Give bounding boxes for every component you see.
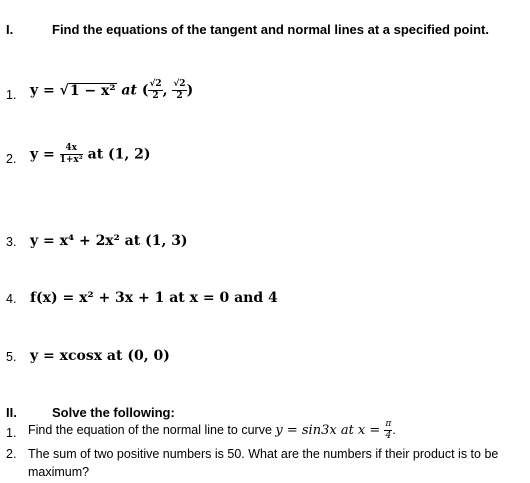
x-fraction-numerator: √2 — [149, 79, 162, 89]
y-fraction-denominator: 2 — [176, 91, 183, 101]
solve-1-prose: Find the equation of the normal line to curve — [28, 422, 276, 437]
section-2-number: II. — [6, 405, 17, 420]
solve-1-period: . — [392, 422, 396, 437]
problem-1-number: 1. — [6, 88, 17, 102]
section-1-number: I. — [6, 22, 14, 37]
problem-1-open-paren: ( — [141, 82, 149, 99]
radical-sign: √ — [59, 82, 69, 99]
x-fraction-denominator: 2 — [152, 91, 159, 101]
solve-1-text — [28, 420, 396, 441]
problem-1-comma: , — [162, 82, 173, 99]
problem-5-number: 5. — [6, 350, 17, 364]
solve-1-math: y = sin3x at x = — [275, 422, 385, 438]
problem-5-equation: y = xcosx at (0, 0) — [30, 348, 170, 364]
solve-1-number: 1. — [6, 426, 17, 440]
solve-2-line-1: The sum of two positive numbers is 50. What are the numbers if their product is to be — [28, 447, 499, 461]
solve-2-line-2: maximum? — [28, 465, 90, 479]
problem-1-x-fraction — [148, 80, 162, 101]
problem-2-fraction — [60, 144, 83, 165]
fraction-denominator: 1+x² — [59, 155, 83, 165]
solve-2-number: 2. — [6, 447, 17, 461]
problem-1-radicand: 1 − x² — [69, 82, 116, 99]
problem-2-number: 2. — [6, 152, 17, 166]
problem-2-lhs: y = — [30, 146, 60, 163]
section-2-title: Solve the following: — [52, 405, 175, 420]
solve-1-fraction-denominator: 4 — [385, 431, 392, 441]
problem-1-y-fraction — [172, 80, 186, 101]
problem-2-equation — [30, 144, 151, 165]
problem-2-point: at (1, 2) — [82, 146, 151, 163]
problem-1-at: at — [116, 82, 142, 99]
y-fraction-numerator: √2 — [173, 79, 186, 89]
solve-1-fraction-numerator: π — [385, 419, 392, 429]
problem-4-number: 4. — [6, 292, 17, 306]
fraction-numerator: 4x — [60, 144, 83, 155]
problem-1-lhs: y = — [30, 82, 60, 99]
section-1-title: Find the equations of the tangent and normal lines at a specified point. — [52, 22, 489, 37]
problem-3-equation: y = x⁴ + 2x² at (1, 3) — [30, 233, 188, 249]
problem-3-number: 3. — [6, 235, 17, 249]
problem-1-equation — [30, 80, 193, 101]
problem-1-close-paren: ) — [186, 82, 194, 99]
problem-4-equation: f(x) = x² + 3x + 1 at x = 0 and 4 — [30, 290, 278, 306]
